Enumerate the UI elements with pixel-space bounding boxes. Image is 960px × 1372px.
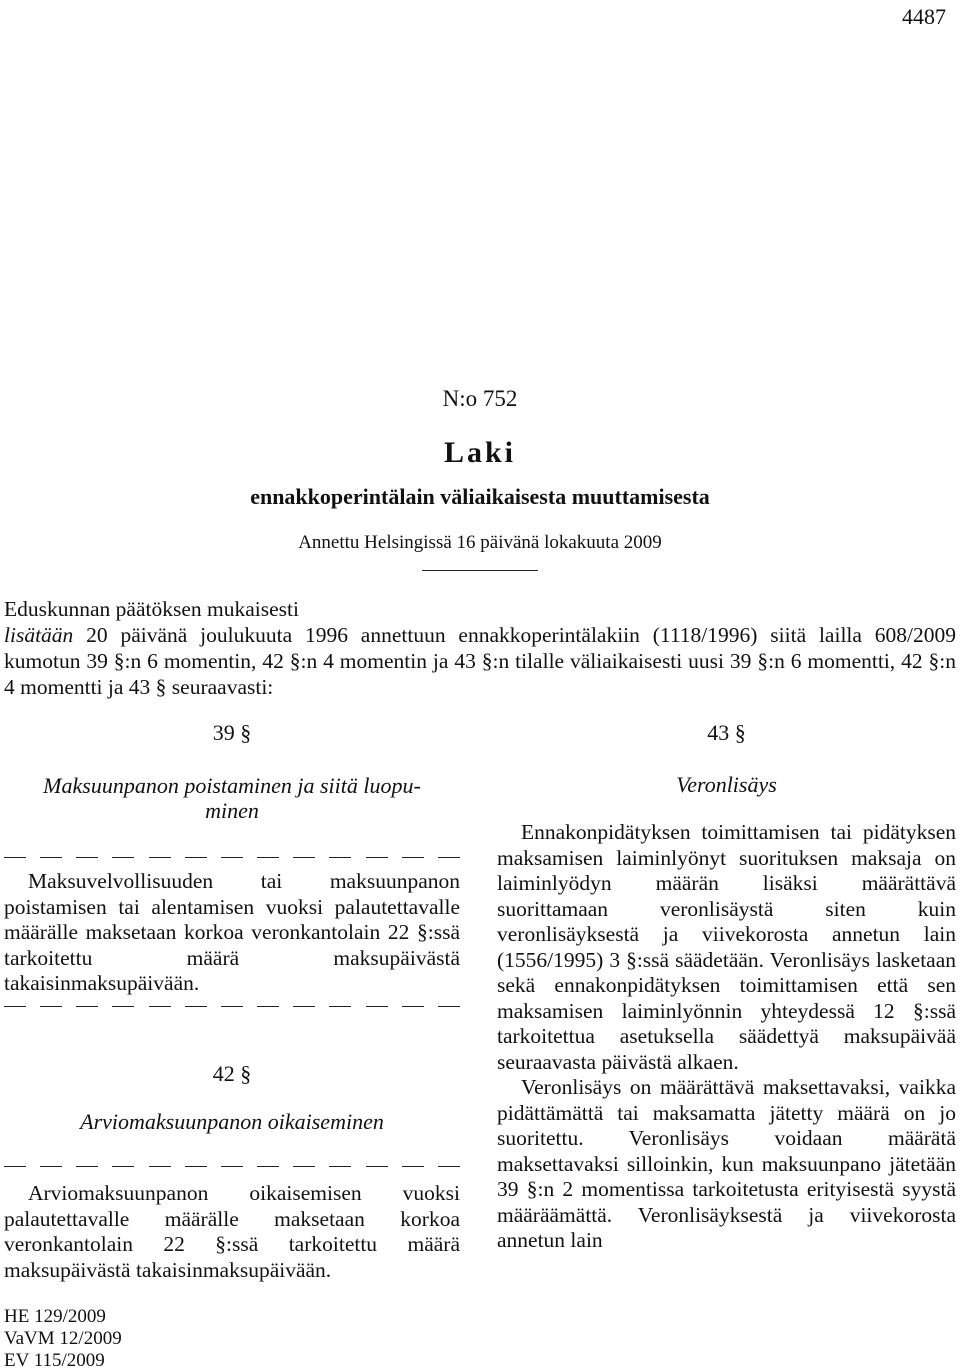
section-43-heading-block	[497, 772, 956, 797]
section-43-number: 43 §	[707, 720, 746, 745]
section-43-paragraph-1: Ennakonpidätyksen toimittamisen tai pidätyksen maksamisen laiminlyönyt suorituksen maksaja on laiminlyödyn määrän lisäksi määrättävä suorittamaan veronlisäystä siten kuin veronlisäyksestä ja viivekorosta annetun lain (1556/1995) 3 §:ssä säädetään. Veronlisäys lasketaan sekä ennakonpidätyksen toimittamisen että sen maksamisen laiminlyönnin yhteydessä 12 §:ssä tarkoitettua asetuksella säädettyä maksupäivää seuraavasta päivästä alkaen.	[497, 820, 956, 1074]
section-39-heading	[4, 773, 460, 823]
section-42-heading: Arviomaksuunpanon oikaiseminen	[80, 1109, 384, 1134]
section-43-paragraph-2: Veronlisäys on määrättävä maksettavaksi, vaikka pidättämättä tai maksamatta jätetty määrä on jo suoritettu. Veronlisäys voidaan määrätä maksettavaksi silloinkin, kun maksuunpano jätetään 39 §:n 2 momentissa tarkoitetusta erityisestä syystä määräämättä. Veronlisäyksestä ja viivekorosta annetun lain	[497, 1075, 956, 1252]
page-number: 4487	[902, 4, 946, 29]
section-42-heading-block	[4, 1109, 460, 1134]
section-43	[497, 720, 956, 746]
section-43-body	[497, 820, 956, 1254]
header-divider	[422, 570, 538, 571]
preamble-lead-word: lisätään	[4, 623, 74, 647]
preamble	[4, 596, 956, 700]
reference-ev: EV 115/2009	[4, 1350, 105, 1371]
section-42-paragraph: Arviomaksuunpanon oikaisemisen vuoksi palautettavalle määrälle maksetaan korkoa veronkantolain 22 §:ssä tarkoitettu määrä maksupäivästä takaisinmaksupäivään.	[4, 1181, 460, 1282]
section-39-number: 39 §	[212, 720, 252, 745]
section-39-heading-line2: minen	[205, 798, 259, 823]
legislative-references	[4, 1306, 122, 1372]
reference-vavm: VaVM 12/2009	[4, 1328, 122, 1349]
reference-he: HE 129/2009	[4, 1306, 106, 1327]
section-39	[4, 720, 460, 746]
section-39-heading-line1: Maksuunpanon poistaminen ja siitä luopu-	[43, 773, 421, 798]
enactment-line: Annettu Helsingissä 16 päivänä lokakuuta 2009	[298, 532, 662, 553]
omission-line-42	[4, 1166, 460, 1168]
statute-number: N:o 752	[442, 386, 518, 411]
preamble-text: 20 päivänä joulukuuta 1996 annettuun ennakkoperintälakiin (1118/1996) siitä lailla 608/2009 kumotun 39 §:n 6 momentin, 42 §:n 4 momentin ja 43 §:n tilalle väliaikaisesti uusi 39 §:n 6 momentti, 42 §:n 4 momentti ja 43 § seuraavasti:	[4, 623, 956, 699]
preamble-first-line: Eduskunnan päätöksen mukaisesti	[4, 597, 299, 621]
omission-line-39b	[4, 1006, 460, 1008]
section-39-body	[4, 869, 460, 997]
omission-line-39a	[4, 857, 460, 859]
section-43-heading: Veronlisäys	[676, 772, 777, 797]
section-42-body	[4, 1181, 460, 1283]
section-42	[4, 1061, 460, 1087]
section-42-number: 42 §	[212, 1061, 252, 1086]
law-title: ennakkoperintälain väliaikaisesta muuttamisesta	[250, 484, 710, 509]
law-heading: Laki	[443, 436, 517, 469]
preamble-body	[4, 622, 956, 700]
section-39-paragraph: Maksuvelvollisuuden tai maksuunpanon poistamisen tai alentamisen vuoksi palautettavalle määrälle maksetaan korkoa veronkantolain 22 §:ssä tarkoitettu määrä maksupäivästä takaisinmaksupäivään.	[4, 869, 460, 995]
